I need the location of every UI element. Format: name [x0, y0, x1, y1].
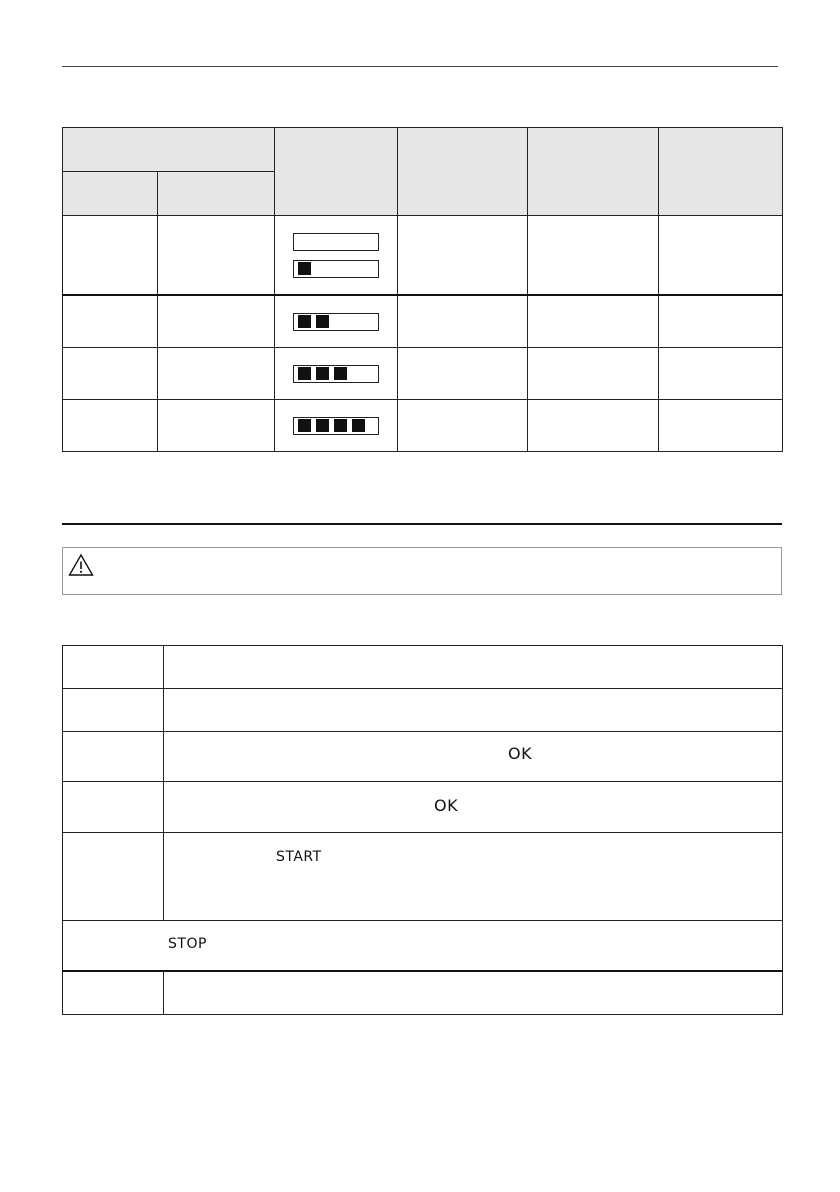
action-cell — [164, 689, 783, 732]
filled-square — [316, 419, 329, 432]
action-cell — [164, 971, 783, 1015]
filled-square — [352, 419, 365, 432]
filled-square — [298, 419, 311, 432]
level-indicator-1 — [293, 260, 379, 278]
cell — [63, 400, 158, 452]
level-indicator-2 — [293, 313, 379, 331]
section-rule — [62, 523, 782, 525]
cell — [398, 348, 528, 400]
table-row — [63, 216, 783, 296]
filled-square — [298, 262, 311, 275]
header-rule — [62, 66, 778, 67]
note-cell — [63, 921, 783, 972]
cell — [398, 216, 528, 296]
stop-button-label: STOP — [168, 936, 207, 952]
cell — [528, 216, 659, 296]
action-cell — [164, 732, 783, 782]
filled-square — [316, 315, 329, 328]
step-cell — [63, 833, 164, 921]
filled-square — [298, 315, 311, 328]
step-cell — [63, 732, 164, 782]
cell — [659, 295, 783, 348]
header-cell-1 — [63, 172, 158, 216]
indicator-cell — [275, 295, 398, 348]
level-indicator-4 — [293, 417, 379, 435]
table-row — [63, 689, 783, 732]
cell — [158, 348, 275, 400]
start-button-label: START — [276, 849, 322, 865]
cell — [63, 348, 158, 400]
cell — [63, 216, 158, 296]
indicator-cell — [275, 400, 398, 452]
action-cell — [164, 833, 783, 921]
cell — [158, 295, 275, 348]
table-row — [63, 833, 783, 921]
header-cell-2 — [158, 172, 275, 216]
table-row — [63, 782, 783, 833]
filled-square — [334, 419, 347, 432]
indicator-cell — [275, 348, 398, 400]
warning-box — [62, 547, 782, 595]
cell — [659, 348, 783, 400]
cell — [528, 348, 659, 400]
cell — [398, 400, 528, 452]
action-cell — [164, 646, 783, 689]
table-row — [63, 732, 783, 782]
filled-square — [334, 367, 347, 380]
warning-triangle-icon — [68, 553, 94, 577]
table-row — [63, 348, 783, 400]
cell — [398, 295, 528, 348]
filled-square — [298, 367, 311, 380]
table-row — [63, 400, 783, 452]
header-cell-5 — [528, 128, 659, 216]
cell — [158, 400, 275, 452]
cell — [659, 400, 783, 452]
header-cell-6 — [659, 128, 783, 216]
filled-square — [316, 367, 329, 380]
level-indicator-3 — [293, 365, 379, 383]
step-cell — [63, 971, 164, 1015]
header-cell-4 — [398, 128, 528, 216]
header-cell-indicator — [275, 128, 398, 216]
ok-button-label: OK — [434, 796, 459, 815]
cell — [528, 400, 659, 452]
steps-table — [62, 645, 783, 1015]
cell — [528, 295, 659, 348]
header-cell-group — [63, 128, 275, 172]
table-row — [63, 295, 783, 348]
level-indicator-empty — [293, 233, 379, 251]
cell — [63, 295, 158, 348]
cell — [158, 216, 275, 296]
table-row — [63, 971, 783, 1015]
level-table — [62, 127, 783, 452]
action-cell — [164, 782, 783, 833]
step-cell — [63, 689, 164, 732]
ok-button-label: OK — [508, 744, 533, 763]
table-row — [63, 921, 783, 972]
step-cell — [63, 782, 164, 833]
indicator-cell — [275, 216, 398, 296]
cell — [659, 216, 783, 296]
step-cell — [63, 646, 164, 689]
table-row — [63, 646, 783, 689]
